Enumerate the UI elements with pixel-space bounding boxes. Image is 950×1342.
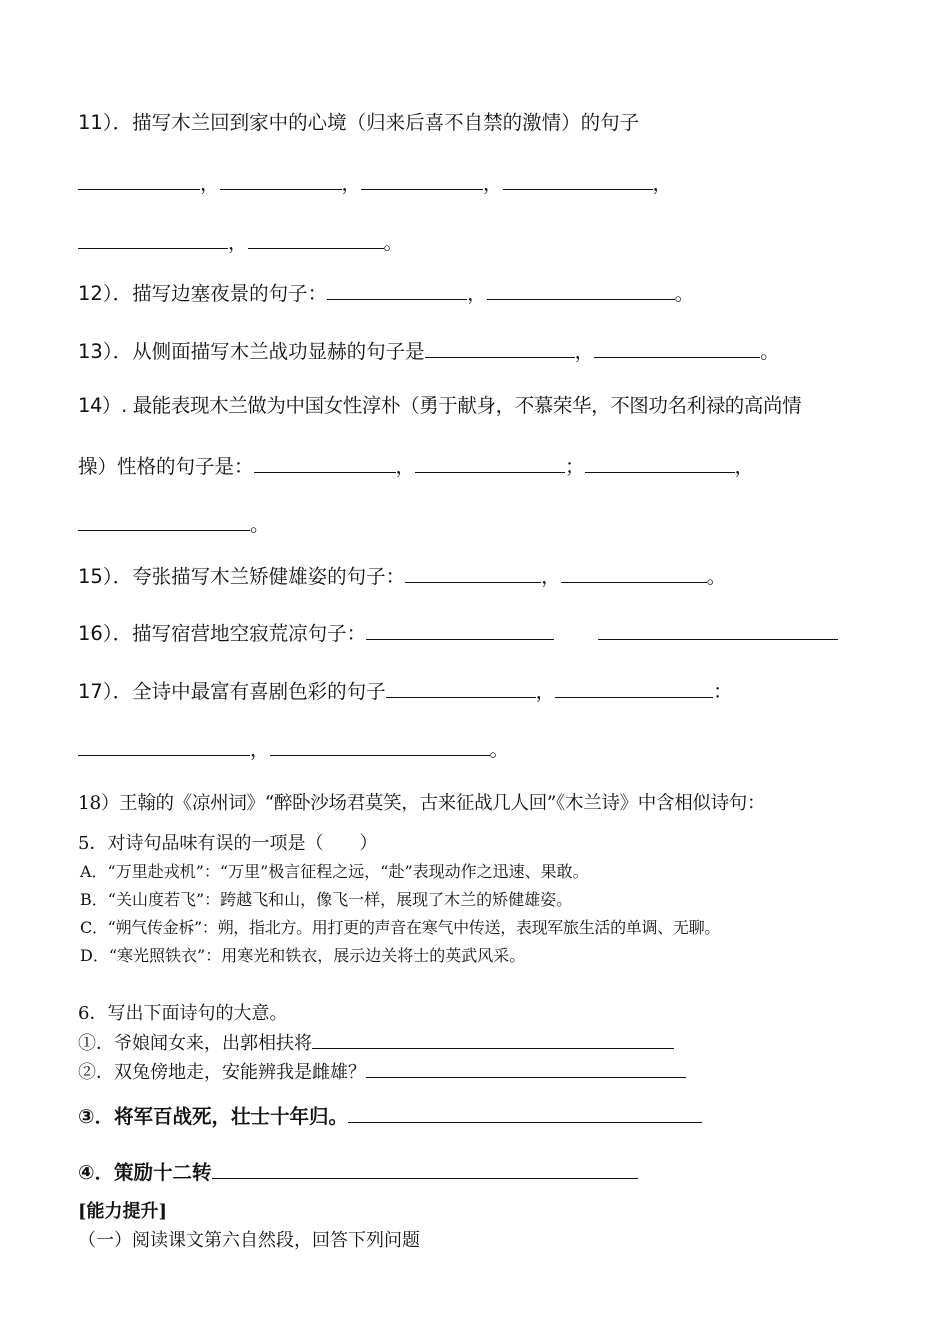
comma: ，	[395, 455, 416, 478]
question-12	[78, 278, 694, 306]
question-16-text: 16）．描写宿营地空寂荒凉句子：	[78, 622, 367, 645]
answer-blank[interactable]	[78, 171, 200, 190]
question-12-text: 12）．描写边塞夜景的句子：	[78, 282, 328, 305]
answer-blank[interactable]	[361, 171, 483, 190]
option-a-text: A．“万里赴戎机”：“万里”极言征程之远，“赴”表现动作之迅速、果敢。	[80, 862, 589, 881]
comma: ，	[483, 172, 503, 195]
answer-blank[interactable]	[78, 512, 250, 531]
semicolon: ；	[565, 455, 585, 478]
answer-blank[interactable]	[248, 230, 384, 249]
question-6-item-2	[78, 1058, 686, 1084]
answer-blank[interactable]	[405, 564, 541, 583]
question-14-line-3	[78, 509, 270, 537]
period: 。	[250, 513, 270, 536]
comma: ，	[541, 565, 561, 588]
question-6-title	[78, 999, 287, 1025]
question-6-item-3	[78, 1101, 702, 1129]
question-6-item-2-text: ②．双兔傍地走，安能辨我是雌雄？	[78, 1062, 366, 1083]
option-b	[80, 887, 572, 910]
question-11-text: 11）．描写木兰回到家中的心境（归来后喜不自禁的激情）的句子	[78, 111, 640, 134]
question-15-text: 15）．夸张描写木兰矫健雄姿的句子：	[78, 565, 406, 588]
answer-blank[interactable]	[598, 621, 838, 640]
answer-blank[interactable]	[366, 621, 554, 640]
question-6-text: 6．写出下面诗句的大意。	[78, 1003, 288, 1024]
option-a	[80, 859, 589, 882]
answer-blank[interactable]	[254, 454, 396, 473]
comma: ，	[467, 282, 487, 305]
section-subtitle-text: （一）阅读课文第六自然段，回答下列问题	[78, 1230, 420, 1251]
option-b-text: B．“关山度若飞”：跨越飞和山，像飞一样，展现了木兰的矫健雄姿。	[80, 890, 573, 909]
section-subtitle	[78, 1226, 420, 1252]
option-d-text: D．“寒光照铁衣”：用寒光和铁衣，展示边关将士的英武风采。	[80, 946, 526, 965]
option-c	[80, 915, 720, 938]
option-d	[80, 943, 525, 966]
answer-blank[interactable]	[327, 281, 467, 300]
question-14-line-2	[78, 451, 754, 479]
answer-blank[interactable]	[386, 679, 536, 698]
comma: ，	[652, 172, 673, 195]
period: 。	[706, 565, 727, 588]
question-5-text: 5．对诗句品味有误的一项是（ ）	[78, 833, 378, 854]
period: 。	[489, 738, 510, 761]
comma: ，	[200, 172, 220, 195]
answer-blank[interactable]	[348, 1104, 702, 1123]
comma: ，	[535, 680, 556, 703]
question-15	[78, 561, 726, 589]
comma: ，	[574, 340, 595, 363]
question-6-item-4	[78, 1157, 638, 1185]
answer-blank[interactable]	[487, 281, 675, 300]
comma: ，	[228, 231, 248, 254]
question-14-line-1	[78, 390, 801, 418]
question-16	[78, 618, 838, 646]
question-14-text-1: 14）. 最能表现木兰做为中国女性淳朴（勇于献身，不慕荣华，不图功名利禄的高尚情	[78, 394, 802, 417]
period: 。	[674, 282, 695, 305]
answer-blank[interactable]	[425, 339, 575, 358]
option-c-text: C．“朔气传金柝”：朔，指北方。用打更的声音在寒气中传送，表现军旅生活的单调、无聊。	[80, 918, 721, 937]
answer-blank[interactable]	[594, 339, 760, 358]
answer-blank[interactable]	[78, 230, 228, 249]
answer-blank[interactable]	[312, 1030, 674, 1049]
answer-blank[interactable]	[78, 737, 250, 756]
comma: ，	[734, 455, 755, 478]
question-6-item-1	[78, 1029, 674, 1055]
period: 。	[760, 340, 780, 363]
question-17-answer-line	[78, 734, 509, 762]
answer-blank[interactable]	[585, 454, 735, 473]
answer-blank[interactable]	[555, 679, 713, 698]
colon: ：	[713, 680, 733, 703]
question-18-text: 18）王翰的《凉州词》“醉卧沙场君莫笑，古来征战几人回”《木兰诗》中含相似诗句：	[78, 793, 766, 814]
question-13	[78, 336, 780, 364]
question-17	[78, 676, 733, 704]
section-title	[78, 1197, 167, 1223]
comma: ，	[341, 172, 362, 195]
question-11	[78, 107, 639, 135]
question-13-text: 13）．从侧面描写木兰战功显赫的句子是	[78, 340, 425, 363]
question-11-answer-line-2	[78, 227, 403, 255]
section-title-text: [能力提升]	[78, 1201, 168, 1222]
answer-blank[interactable]	[415, 454, 565, 473]
question-6-item-3-text: ③．将军百战死，壮士十年归。	[78, 1105, 349, 1128]
question-11-answer-line-1	[78, 168, 672, 196]
question-6-item-4-text: ④．策励十二转	[78, 1161, 212, 1184]
question-14-text-2: 操）性格的句子是：	[78, 455, 254, 478]
question-18	[78, 789, 765, 815]
answer-blank[interactable]	[270, 737, 490, 756]
answer-blank[interactable]	[561, 564, 707, 583]
answer-blank[interactable]	[220, 171, 342, 190]
question-5-title	[78, 829, 377, 855]
comma: ，	[250, 738, 270, 761]
question-6-item-1-text: ①．爷娘闻女来，出郭相扶将	[78, 1033, 312, 1054]
answer-blank[interactable]	[503, 171, 653, 190]
answer-blank[interactable]	[212, 1160, 638, 1179]
question-17-text: 17）．全诗中最富有喜剧色彩的句子	[78, 680, 386, 703]
answer-blank[interactable]	[366, 1059, 686, 1078]
period: 。	[383, 231, 404, 254]
